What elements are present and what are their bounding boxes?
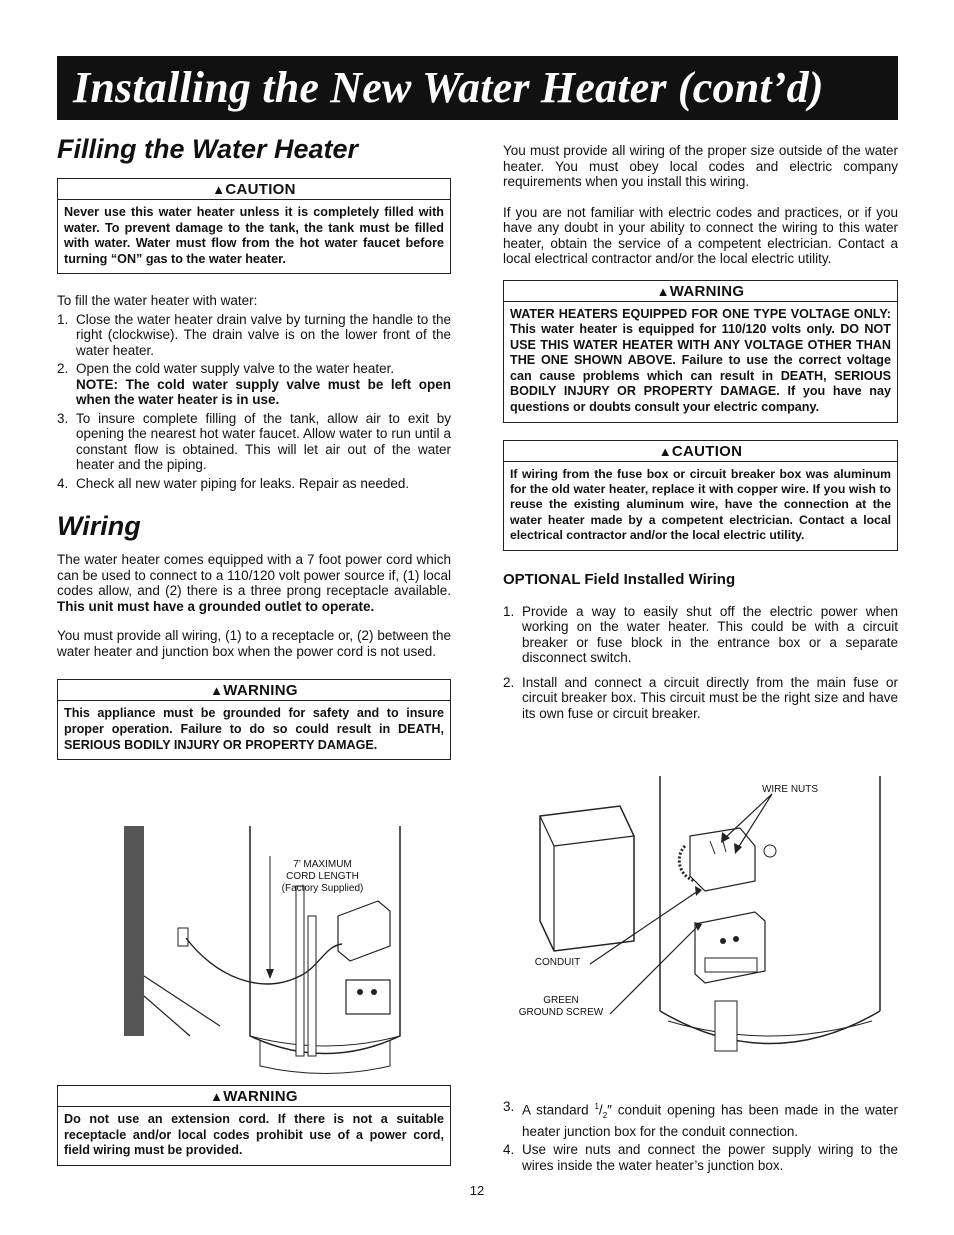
warning-triangle-icon: ▲	[210, 1089, 224, 1104]
optional-steps	[503, 604, 898, 722]
optional-wiring-title: OPTIONAL Field Installed Wiring	[503, 570, 736, 588]
page-number: 12	[469, 1183, 485, 1198]
section-title-filling: Filling the Water Heater	[57, 134, 359, 164]
warning-text: Do not use an extension cord. If there is not a suitable receptacle and/or local codes prohibit use of a power cord, field wiring must be provided.	[64, 1112, 444, 1158]
warning-text: WATER HEATERS EQUIPPED FOR ONE TYPE VOLTAGE ONLY: This water heater is equipped for 110/120 volts only. DO NOT USE THIS WATER HEATER WITH ANY VOLTAGE OTHER THAN THE ONE SHOWN ABOVE. Failure to use the correct voltage can cause problems which can result in DEATH, SERIOUS BODILY INJURY OR PROPERTY DAMAGE. If you have nay questions or doubts consult your electric company.	[510, 306, 891, 415]
figure-caption-cord: 7’ MAXIMUM CORD LENGTH (Factory Supplied)	[281, 859, 364, 894]
page-header-banner	[57, 56, 898, 120]
list-item: 3. A standard $^1/_2''$ conduit opening has been made in the water heater junction box for the conduit connection.	[503, 1099, 898, 1139]
right-paragraph-1: You must provide all wiring of the proper size outside of the water heater. You must obey local codes and electric company requirements when you install this wiring.	[503, 143, 898, 189]
wiring-paragraph-1: The water heater comes equipped with a 7 foot power cord which can be used to connect to a 110/120 volt power source if, (1) local codes allow, and (2) there is a three prong receptacle available. This unit must have a grounded outlet to operate.	[57, 552, 451, 614]
junction-box-illustration	[510, 776, 900, 1061]
warning-triangle-icon: ▲	[212, 182, 226, 197]
filling-steps	[57, 312, 451, 492]
filling-intro: To fill the water heater with water:	[57, 293, 258, 309]
warning-box-voltage	[503, 280, 898, 423]
caution-box-filling	[57, 178, 451, 274]
page-title: Installing the New Water Heater (cont’d)	[73, 63, 824, 112]
warning-box-extension-cord	[57, 1085, 451, 1166]
optional-steps-continued	[503, 1099, 898, 1176]
warning-text: This appliance must be grounded for safety and to insure proper operation. Failure to do so could result in DEATH, SERIOUS BODILY INJURY OR PROPERTY DAMAGE.	[64, 706, 444, 752]
warning-box-grounding	[57, 679, 451, 760]
caution-text: If wiring from the fuse box or circuit breaker box was aluminum for the old water heater, replace it with copper wire. If you wish to reuse the existing aluminum wire, have the connection at the water heater made by a competent electrician. Contact a local electrical contractor and/or the local electric utility.	[510, 466, 891, 543]
list-item: 1. Provide a way to easily shut off the electric power when working on the water heater. This could be with a circuit breaker or fuse block in the entrance box or a separate disconnect switch.	[503, 603, 898, 666]
warning-triangle-icon: ▲	[210, 683, 224, 699]
caution-box-aluminum	[503, 440, 898, 551]
warning-header: ▲WARNING	[504, 281, 897, 302]
list-item: 4. Check all new water piping for leaks. Repair as needed.	[57, 475, 410, 491]
list-item: 2. Open the cold water supply valve to the water heater. NOTE: The cold water supply valve must be left open when the water heater is in use.	[57, 361, 451, 408]
section-title-wiring: Wiring	[57, 511, 141, 542]
list-item: 3. To insure complete filling of the tank, allow air to exit by opening the nearest hot water faucet. Allow water to run until a constant flow is obtained. This will let air out of the water heater and the piping.	[57, 410, 451, 473]
caution-text: Never use this water heater unless it is completely filled with water. To prevent damage to the tank, the tank must be filled with water. Water must flow from the hot water faucet before turning “ON” gas to the water heater.	[64, 205, 444, 266]
filling-note: NOTE: The cold water supply valve must be left open when the water heater is in use.	[76, 376, 451, 408]
caution-header: ▲CAUTION	[504, 441, 897, 462]
wiring-paragraph-2: You must provide all wiring, (1) to a receptacle or, (2) between the water heater and junction box when the power cord is not used.	[57, 628, 451, 659]
warning-triangle-icon: ▲	[656, 283, 670, 299]
list-item: 2. Install and connect a circuit directly from the main fuse or circuit breaker box. This circuit must be the right size and have its own fuse or circuit breaker.	[503, 674, 898, 721]
right-paragraph-2: If you are not familiar with electric codes and practices, or if you have any doubt in your ability to connect the wiring to this water heater, obtain the service of a competent electrician. Contact a local electrical contractor and/or the local electric utility.	[503, 204, 898, 266]
list-item: 4. Use wire nuts and connect the power supply wiring to the wires inside the water heater’s junction box.	[503, 1142, 898, 1173]
power-cord-illustration	[120, 826, 420, 1076]
label-conduit: CONDUIT	[534, 957, 581, 968]
warning-triangle-icon: ▲	[658, 443, 672, 459]
label-wire-nuts: WIRE NUTS	[761, 784, 819, 795]
list-item: 1. Close the water heater drain valve by turning the handle to the right (clockwise). The drain valve is on the lower front of the water heater.	[57, 311, 451, 358]
label-green-ground-screw: GREEN GROUND SCREW	[518, 995, 604, 1018]
warning-header: ▲WARNING	[58, 680, 450, 701]
warning-header: ▲WARNING	[58, 1086, 450, 1107]
caution-header: ▲CAUTION	[58, 179, 450, 200]
left-column	[57, 130, 451, 760]
right-column	[503, 143, 898, 724]
